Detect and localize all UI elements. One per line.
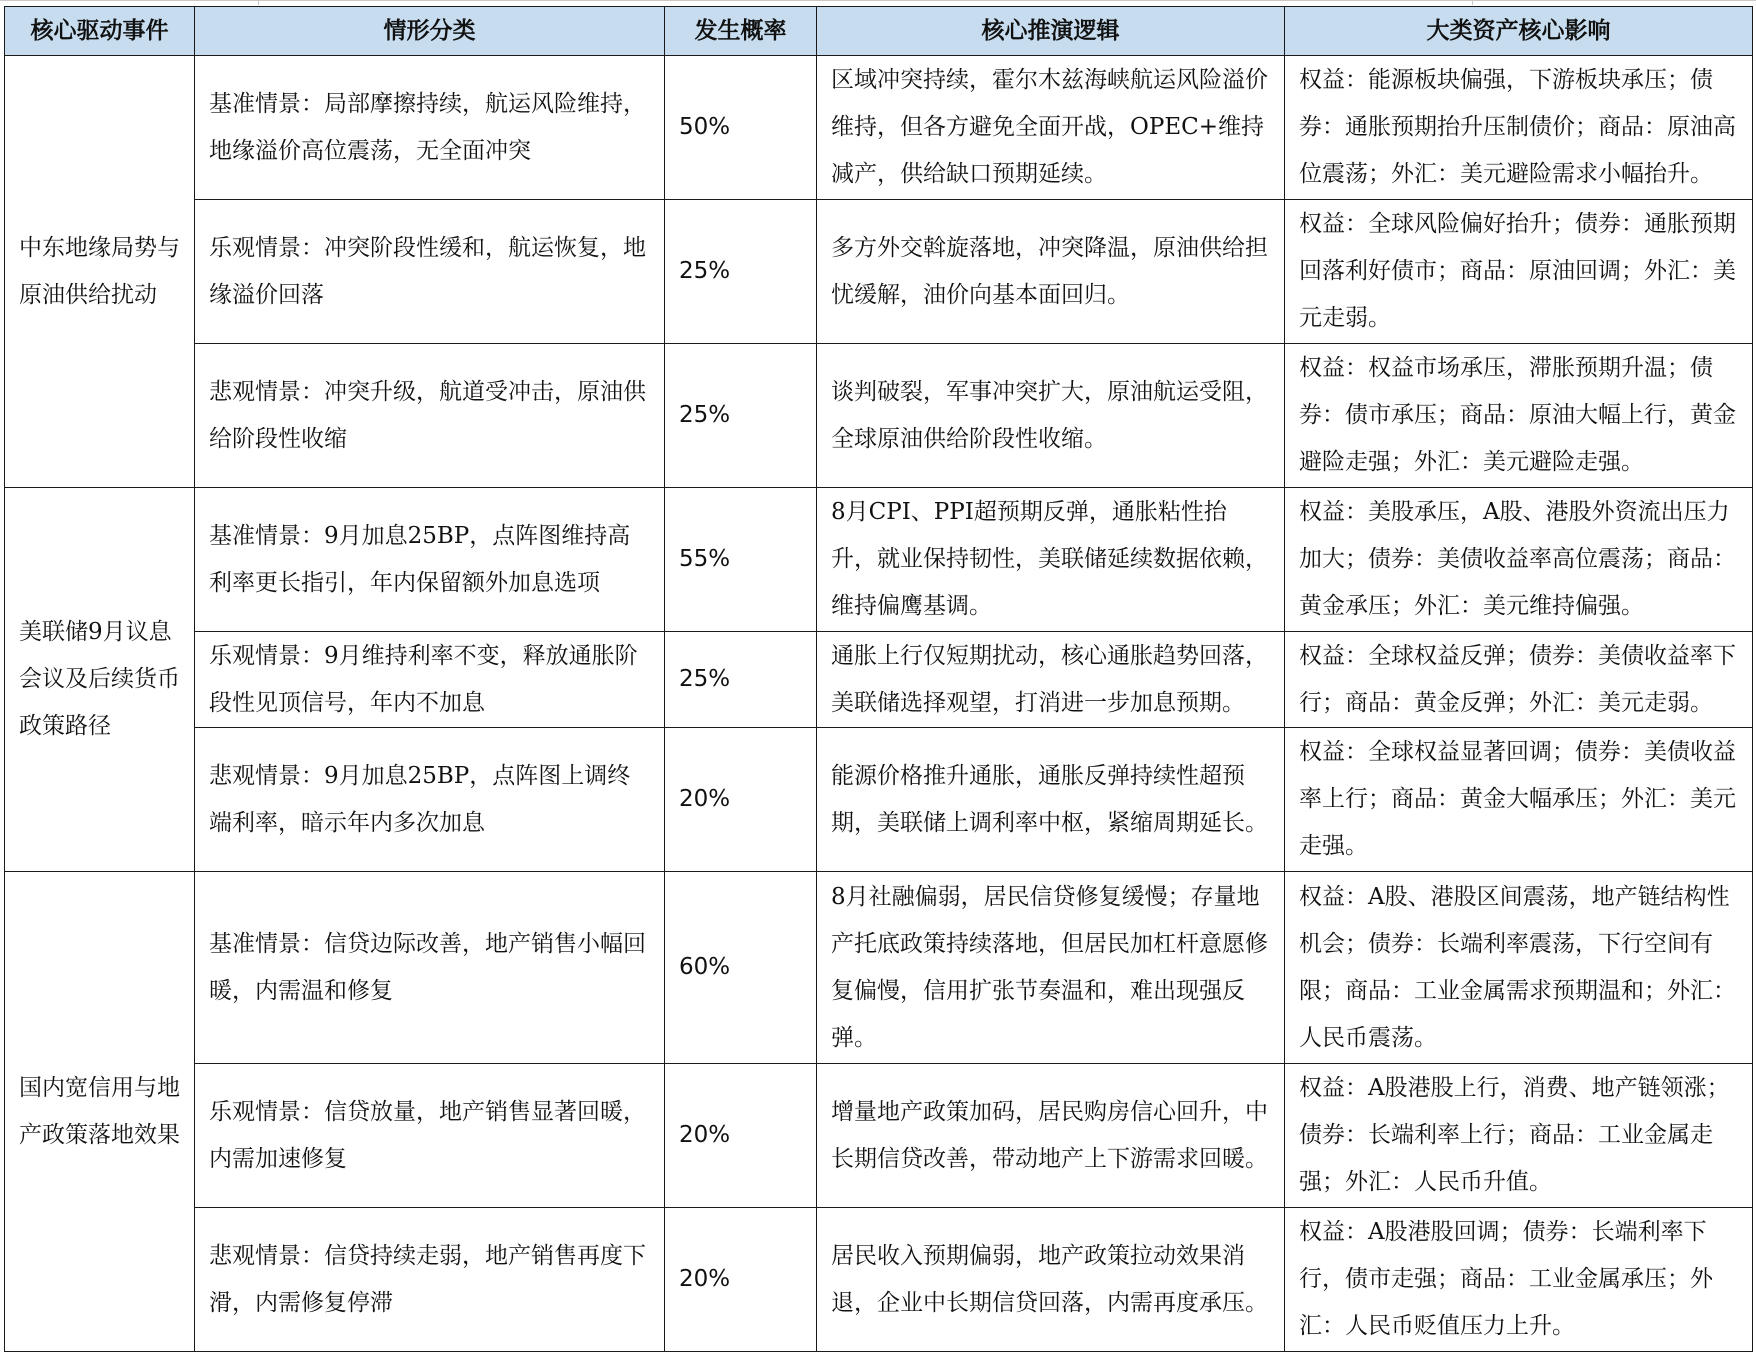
- table-row: [5, 56, 1753, 200]
- impact-cell: 权益：A股、港股区间震荡，地产链结构性机会；债券：长端利率震荡，下行空间有限；商品：工业金属需求预期温和；外汇：人民币震荡。: [1285, 872, 1753, 1064]
- logic-cell: 增量地产政策加码，居民购房信心回升，中长期信贷改善，带动地产上下游需求回暖。: [817, 1064, 1285, 1208]
- table-row: [5, 344, 1753, 488]
- scenario-cell: 乐观情景：9月维持利率不变，释放通胀阶段性见顶信号，年内不加息: [195, 632, 665, 728]
- scenario-cell: 乐观情景：信贷放量，地产销售显著回暖，内需加速修复: [195, 1064, 665, 1208]
- table-row: [5, 872, 1753, 1064]
- impact-cell: 权益：能源板块偏强，下游板块承压；债券：通胀预期抬升压制债价；商品：原油高位震荡；外汇：美元避险需求小幅抬升。: [1285, 56, 1753, 200]
- scenario-cell: 悲观情景：9月加息25BP，点阵图上调终端利率，暗示年内多次加息: [195, 728, 665, 872]
- rule-tick: [1472, 1, 1473, 5]
- scenario-cell: 基准情景：信贷边际改善，地产销售小幅回暖，内需温和修复: [195, 872, 665, 1064]
- rule-tick: [258, 1, 259, 5]
- event-cell: 国内宽信用与地产政策落地效果: [5, 872, 195, 1352]
- logic-cell: 多方外交斡旋落地，冲突降温，原油供给担忧缓解，油价向基本面回归。: [817, 200, 1285, 344]
- table-row: [5, 728, 1753, 872]
- impact-cell: 权益：A股港股回调；债券：长端利率下行，债市走强；商品：工业金属承压；外汇：人民币贬值压力上升。: [1285, 1208, 1753, 1352]
- scenario-cell: 悲观情景：信贷持续走弱，地产销售再度下滑，内需修复停滞: [195, 1208, 665, 1352]
- impact-cell: 权益：全球权益显著回调；债券：美债收益率上行；商品：黄金大幅承压；外汇：美元走强。: [1285, 728, 1753, 872]
- scenario-cell: 基准情景：局部摩擦持续，航运风险维持，地缘溢价高位震荡，无全面冲突: [195, 56, 665, 200]
- scenario-cell: 悲观情景：冲突升级，航道受冲击，原油供给阶段性收缩: [195, 344, 665, 488]
- table-row: [5, 632, 1753, 728]
- impact-cell: 权益：权益市场承压，滞胀预期升温；债券：债市承压；商品：原油大幅上行，黄金避险走强；外汇：美元避险走强。: [1285, 344, 1753, 488]
- table-row: [5, 1064, 1753, 1208]
- scenario-analysis-table: [4, 6, 1753, 1352]
- probability-cell: 25%: [665, 344, 817, 488]
- probability-cell: 20%: [665, 1064, 817, 1208]
- header-probability: 发生概率: [665, 7, 817, 56]
- impact-cell: 权益：全球风险偏好抬升；债券：通胀预期回落利好债市；商品：原油回调；外汇：美元走弱。: [1285, 200, 1753, 344]
- scenario-cell: 基准情景：9月加息25BP，点阵图维持高利率更长指引，年内保留额外加息选项: [195, 488, 665, 632]
- header-row: [5, 7, 1753, 56]
- logic-cell: 谈判破裂，军事冲突扩大，原油航运受阻，全球原油供给阶段性收缩。: [817, 344, 1285, 488]
- header-scenario: 情形分类: [195, 7, 665, 56]
- logic-cell: 居民收入预期偏弱，地产政策拉动效果消退，企业中长期信贷回落，内需再度承压。: [817, 1208, 1285, 1352]
- logic-cell: 8月CPI、PPI超预期反弹，通胀粘性抬升，就业保持韧性，美联储延续数据依赖，维持偏鹰基调。: [817, 488, 1285, 632]
- table-row: [5, 200, 1753, 344]
- event-cell: 美联储9月议息会议及后续货币政策路径: [5, 488, 195, 872]
- page-top-rule: [0, 0, 1756, 5]
- probability-cell: 25%: [665, 632, 817, 728]
- logic-cell: 通胀上行仅短期扰动，核心通胀趋势回落，美联储选择观望，打消进一步加息预期。: [817, 632, 1285, 728]
- probability-cell: 20%: [665, 728, 817, 872]
- logic-cell: 8月社融偏弱，居民信贷修复缓慢；存量地产托底政策持续落地，但居民加杠杆意愿修复偏慢，信用扩张节奏温和，难出现强反弹。: [817, 872, 1285, 1064]
- probability-cell: 60%: [665, 872, 817, 1064]
- probability-cell: 20%: [665, 1208, 817, 1352]
- header-impact: 大类资产核心影响: [1285, 7, 1753, 56]
- probability-cell: 25%: [665, 200, 817, 344]
- logic-cell: 能源价格推升通胀，通胀反弹持续性超预期，美联储上调利率中枢，紧缩周期延长。: [817, 728, 1285, 872]
- header-logic: 核心推演逻辑: [817, 7, 1285, 56]
- impact-cell: 权益：A股港股上行，消费、地产链领涨；债券：长端利率上行；商品：工业金属走强；外汇：人民币升值。: [1285, 1064, 1753, 1208]
- table-row: [5, 488, 1753, 632]
- probability-cell: 55%: [665, 488, 817, 632]
- impact-cell: 权益：美股承压，A股、港股外资流出压力加大；债券：美债收益率高位震荡；商品：黄金承压；外汇：美元维持偏强。: [1285, 488, 1753, 632]
- event-cell: 中东地缘局势与原油供给扰动: [5, 56, 195, 488]
- header-event: 核心驱动事件: [5, 7, 195, 56]
- impact-cell: 权益：全球权益反弹；债券：美债收益率下行；商品：黄金反弹；外汇：美元走弱。: [1285, 632, 1753, 728]
- logic-cell: 区域冲突持续，霍尔木兹海峡航运风险溢价维持，但各方避免全面开战，OPEC+维持减产，供给缺口预期延续。: [817, 56, 1285, 200]
- probability-cell: 50%: [665, 56, 817, 200]
- scenario-cell: 乐观情景：冲突阶段性缓和，航运恢复，地缘溢价回落: [195, 200, 665, 344]
- table-row: [5, 1208, 1753, 1352]
